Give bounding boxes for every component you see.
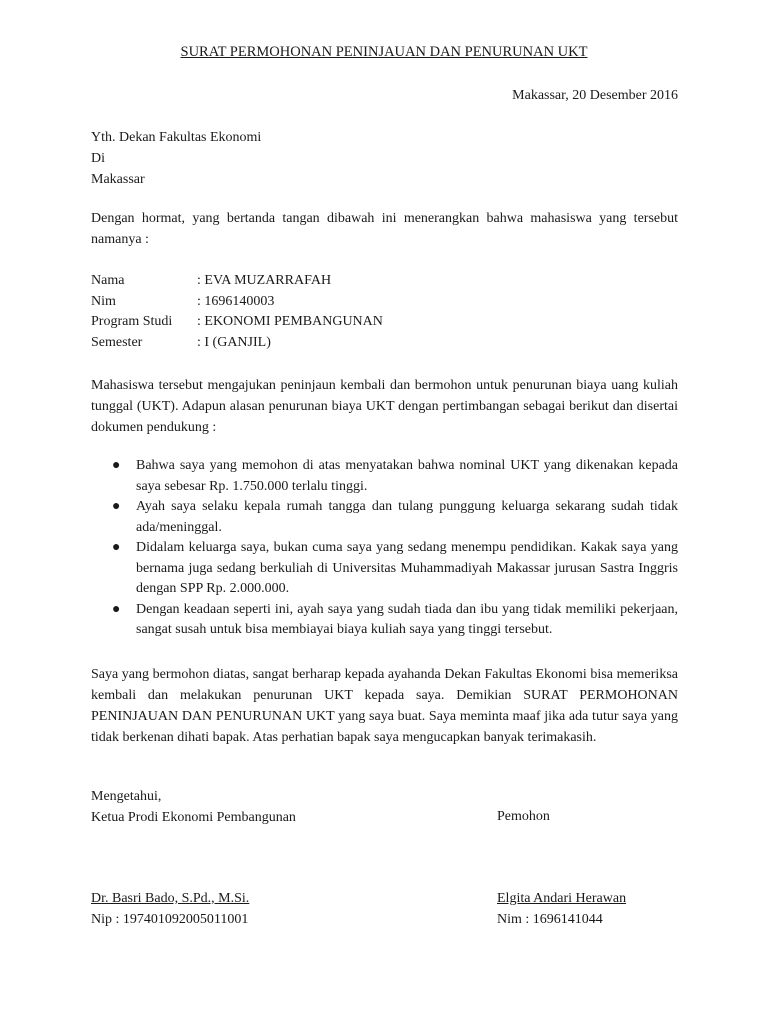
list-item — [91, 456, 678, 497]
left-role: Ketua Prodi Ekonomi Pembangunan — [91, 810, 296, 825]
applicant-block — [497, 806, 550, 827]
identity-value: : 1696140003 — [197, 293, 275, 309]
bullet-icon: ● — [112, 499, 121, 514]
closing-paragraph: Saya yang bermohon diatas, sangat berharap kepada ayahanda Dekan Fakultas Ekonomi bisa memeriksa kembali dan melakukan penurunan UKT kepada saya. Demikian SURAT PERMOHONAN PENINJAUAN DAN PENURUNAN UKT yang saya buat. Saya meminta maaf jika ada tutur saya yang tidak berkenan dihati bapak. Atas perhatian bapak saya mengucapkan banyak terimakasih. — [91, 667, 678, 745]
identity-label: Nama — [91, 273, 125, 288]
letter-date: Makassar, 20 Desember 2016 — [512, 88, 678, 103]
reasons-list — [91, 456, 678, 641]
opening-paragraph: Dengan hormat, yang bertanda tangan dibawah ini menerangkan bahwa mahasiswa yang tersebut namanya : — [91, 211, 678, 247]
acknowledgement-block — [91, 786, 296, 828]
bullet-icon: ● — [112, 601, 121, 617]
left-signatory-id: Nip : 197401092005011001 — [91, 912, 249, 927]
list-item — [91, 497, 678, 538]
identity-label: Program Studi — [91, 314, 173, 329]
right-signatory-name: Elgita Andari Herawan — [497, 891, 627, 906]
reason-text: Dengan keadaan seperti ini, ayah saya yang sudah tiada dan ibu yang tidak memiliki pekerjaan, sangat susah untuk bisa membiayai biaya kuliah saya yang tinggi tersebut. — [136, 601, 678, 637]
reason-text: Didalam keluarga saya, bukan cuma saya yang sedang menempu pendidikan. Kakak saya yang bernama juga sedang berkuliah di Universitas Muhammadiyah Makassar jurusan Sastra Inggris dengan SPP Rp. 2.000.000. — [136, 540, 678, 596]
request-paragraph: Mahasiswa tersebut mengajukan peninjaun kembali dan bermohon untuk penurunan biaya uang kuliah tunggal (UKT). Adapun alasan penurunan biaya UKT dengan pertimbangan sebagai berikut dan disertai dokumen pendukung : — [91, 378, 678, 435]
left-signatory-name: Dr. Basri Bado, S.Pd., M.Si. — [91, 891, 250, 906]
identity-row — [91, 271, 383, 292]
identity-value: : I (GANJIL) — [197, 334, 271, 350]
right-signatory-id: Nim : 1696141044 — [497, 912, 603, 927]
identity-value: : EVA MUZARRAFAH — [197, 273, 332, 288]
recipient-block — [91, 127, 261, 190]
reason-text: Ayah saya selaku kepala rumah tangga dan tulang punggung keluarga sekarang sudah tidak ada/meninggal. — [136, 499, 678, 535]
list-item — [91, 538, 678, 600]
left-signatory — [91, 888, 249, 930]
identity-row — [91, 333, 383, 354]
identity-value: : EKONOMI PEMBANGUNAN — [197, 314, 383, 329]
letter-title: SURAT PERMOHONAN PENINJAUAN DAN PENURUNAN UKT — [180, 44, 588, 60]
identity-label: Nim — [91, 293, 116, 309]
list-item — [91, 600, 678, 641]
right-role: Pemohon — [497, 809, 550, 824]
identity-row — [91, 292, 383, 313]
identity-label: Semester — [91, 334, 143, 350]
recipient-line: Makassar — [91, 172, 145, 187]
identity-row — [91, 312, 383, 333]
reason-text: Bahwa saya yang memohon di atas menyatakan bahwa nominal UKT yang dikenakan kepada saya sebesar Rp. 1.750.000 terlalu tinggi. — [136, 458, 678, 494]
recipient-line: Di — [91, 151, 105, 166]
bullet-icon: ● — [112, 458, 121, 473]
acknowledged-label: Mengetahui, — [91, 789, 162, 804]
student-identity — [91, 271, 383, 353]
bullet-icon: ● — [112, 540, 121, 555]
right-signatory — [497, 888, 626, 930]
recipient-line: Yth. Dekan Fakultas Ekonomi — [91, 130, 262, 145]
